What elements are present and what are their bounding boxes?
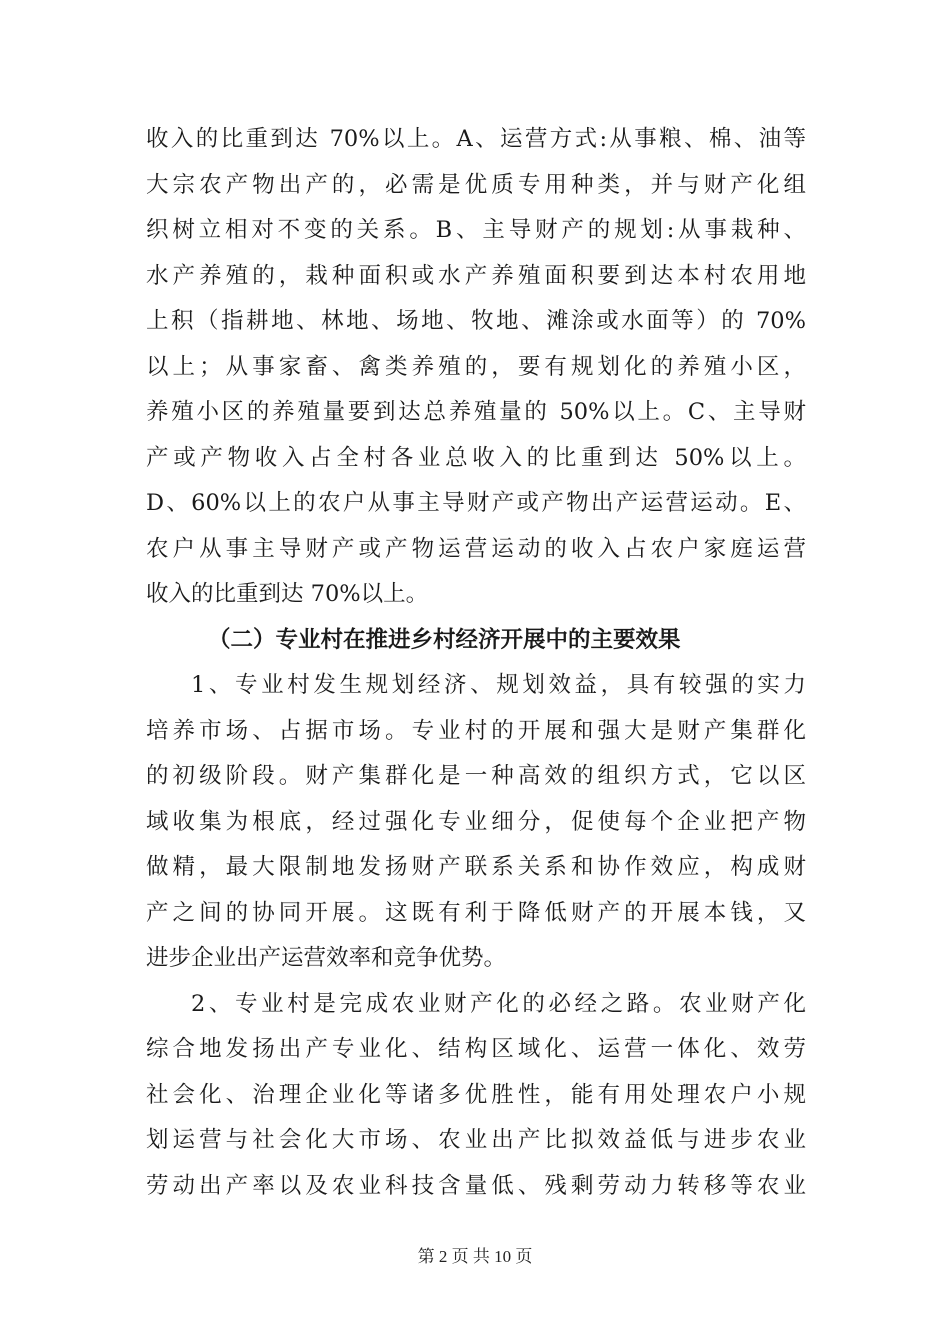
text-line: 划运营与社会化大市场、农业出产比拟效益低与进步农业 [146,1127,806,1153]
text-line: 农户从事主导财产或产物运营运动的收入占农户家庭运营 [146,535,806,562]
text-line: 产之间的协同开展。这既有利于降低财产的开展本钱，又 [146,899,806,926]
text-line: 做精，最大限制地发扬财产联系关系和协作效应，构成财 [146,854,806,880]
text-line: 收入的比重到达 70%以上。 [146,581,429,607]
paragraph-1 [146,117,806,1209]
text-line: 收入的比重到达 70%以上。A、运营方式:从事粮、棉、油等 [146,126,806,152]
text-line: 大宗农产物出产的，必需是优质专用种类，并与财产化组 [146,171,806,198]
text-line: 进步企业出产运营效率和竞争优势。 [146,945,507,971]
text-line: 域收集为根底，经过强化专业细分，促使每个企业把产物 [146,808,806,835]
text-line: 社会化、治理企业化等诸多优胜性，能有用处理农户小规 [146,1081,806,1108]
text-line: 综合地发扬出产专业化、结构区域化、运营一体化、效劳 [146,1036,806,1062]
text-line: 养殖小区的养殖量要到达总养殖量的 50%以上。C、主导财 [146,399,806,425]
text-line: 产或产物收入占全村各业总收入的比重到达 50%以上。 [146,444,806,471]
text-line: 1、专业村发生规划经济、规划效益，具有较强的实力 [191,672,806,698]
text-line: 以上；从事家畜、禽类养殖的，要有规划化的养殖小区， [146,353,806,380]
text-line: D、60%以上的农户从事主导财产或产物出产运营运动。E、 [146,490,806,516]
page-footer: 第 2 页 共 10 页 [417,1247,533,1266]
section-heading: （二）专业村在推进乡村经济开展中的主要效果 [208,626,681,653]
text-line: 2、专业村是完成农业财产化的必经之路。农业财产化 [191,990,806,1017]
text-line: 织树立相对不变的关系。B、主导财产的规划:从事栽种、 [146,217,806,243]
text-line: 上积（指耕地、林地、场地、牧地、滩涂或水面等）的 70% [146,308,806,334]
text-line: 劳动出产率以及农业科技含量低、残剩劳动力转移等农业 [146,1172,806,1199]
text-line: 水产养殖的，栽种面积或水产养殖面积要到达本村农用地 [146,262,806,289]
text-line: 培养市场、占据市场。专业村的开展和强大是财产集群化 [146,717,806,744]
text-line: 的初级阶段。财产集群化是一种高效的组织方式，它以区 [146,763,806,789]
